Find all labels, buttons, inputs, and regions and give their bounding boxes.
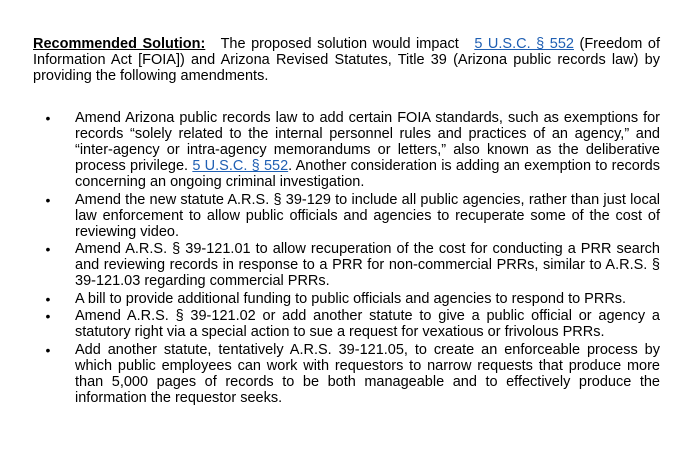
amendments-list (45, 110, 660, 407)
amendment-1-text-before-link: Amend Arizona public records law to add certain FOIA standards, such as exemptions for records “solely related to the internal personnel rules and practices of an agency,” and “inter-agency or intra-agency memorandums or letters,” also known as the deliberative process privilege. (75, 110, 660, 174)
amendment-4-text: A bill to provide additional funding to public officials and agencies to respond to PRRs. (75, 290, 627, 307)
document-body (33, 36, 660, 84)
amendment-6-text: Add another statute, tentatively A.R.S. 39-121.05, to create an enforceable process by which public employees can work with requestors to narrow requests that produce more than 5,000 pages of records to be both manageable and to effectively produce the information the requestor seeks. (75, 341, 660, 406)
amendment-3-text: Amend A.R.S. § 39-121.01 to allow recuperation of the cost for conducting a PRR search and reviewing records in response to a PRR for non-commercial PRRs, similar to A.R.S. § 39-121.03 regarding commercial PRRs. (75, 241, 660, 289)
intro-text-after-link: (Freedom of Information Act [FOIA]) and Arizona Revised Statutes, Title 39 (Arizona public records law) by providing the following amendments. (33, 36, 660, 84)
bullet-icon: • (45, 110, 51, 126)
list-item (45, 290, 660, 307)
intro-paragraph (33, 36, 660, 84)
list-item (45, 191, 660, 240)
list-item (45, 241, 660, 289)
bullet-icon: • (45, 308, 51, 324)
amendment-2-text: Amend the new statute A.R.S. § 39-129 to include all public agencies, rather than just local law enforcement to allow public officials and agencies to recuperate some of the cost of reviewing video. (75, 191, 660, 240)
list-item (45, 110, 660, 190)
amendment-5-text: Amend A.R.S. § 39-121.02 or add another statute to give a public official or agency a statutory right via a special action to sue a request for vexatious or frivolous PRRs. (75, 308, 660, 340)
bullet-icon: • (45, 290, 51, 307)
list-item (45, 308, 660, 340)
list-item (45, 341, 660, 406)
usc-552-link-inline[interactable]: 5 U.S.C. § 552 (192, 158, 289, 174)
amendment-1-text-after-link: . Another consideration is adding an exemption to records concerning an ongoing criminal investigation. (75, 158, 660, 190)
intro-text-before-link: The proposed solution would impact (220, 36, 459, 52)
bullet-icon: • (45, 191, 51, 208)
bullet-icon: • (45, 241, 51, 257)
usc-552-link[interactable]: 5 U.S.C. § 552 (474, 36, 574, 52)
section-heading: Recommended Solution: (33, 36, 206, 52)
bullet-icon: • (45, 341, 51, 358)
